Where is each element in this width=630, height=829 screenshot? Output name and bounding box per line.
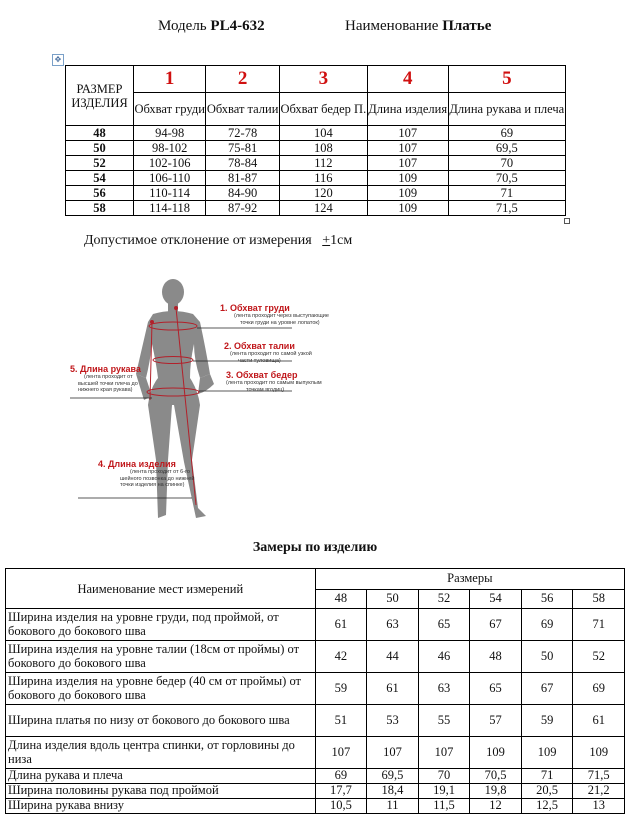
measure-value-cell: 109 bbox=[470, 737, 522, 769]
size-value-cell: 81-87 bbox=[206, 171, 280, 186]
measure-table-title: Замеры по изделию bbox=[252, 540, 378, 555]
col-name: Длина рукава и плеча bbox=[448, 93, 565, 126]
size-cell: 56 bbox=[66, 186, 134, 201]
measure-row bbox=[6, 705, 625, 737]
name-label: Наименование bbox=[345, 18, 439, 34]
measure-row bbox=[6, 769, 625, 784]
measure-value-cell: 19,1 bbox=[418, 784, 470, 799]
size-value-cell: 109 bbox=[367, 171, 448, 186]
label-hips-title: 3. Обхват бедер bbox=[226, 370, 298, 380]
size-value-cell: 69 bbox=[448, 126, 565, 141]
measure-name-cell: Ширина изделия на уровне талии (18см от проймы) от бокового до бокового шва bbox=[6, 641, 316, 673]
measure-value-cell: 12 bbox=[470, 799, 522, 814]
col-name: Обхват бедер П. bbox=[279, 93, 367, 126]
size-value-cell: 112 bbox=[279, 156, 367, 171]
label-sleeve bbox=[70, 364, 141, 394]
measure-value-cell: 44 bbox=[367, 641, 419, 673]
label-hips-note: точкам ягодиц) bbox=[246, 386, 285, 393]
size-cell: 58 bbox=[66, 201, 134, 216]
size-row bbox=[66, 156, 566, 171]
measure-value-cell: 69 bbox=[315, 769, 367, 784]
size-value-cell: 107 bbox=[367, 141, 448, 156]
label-length-note: (лента проходит от 6-го bbox=[130, 469, 190, 475]
model-value: PL4-632 bbox=[210, 18, 265, 34]
size-value-cell: 72-78 bbox=[206, 126, 280, 141]
col-number: 3 bbox=[279, 66, 367, 93]
size-cell: 52 bbox=[66, 156, 134, 171]
measure-value-cell: 70,5 bbox=[470, 769, 522, 784]
measure-value-cell: 69,5 bbox=[367, 769, 419, 784]
label-hips bbox=[226, 370, 322, 393]
measure-value-cell: 50 bbox=[521, 641, 573, 673]
size-value-cell: 107 bbox=[367, 156, 448, 171]
measure-value-cell: 20,5 bbox=[521, 784, 573, 799]
measure-value-cell: 42 bbox=[315, 641, 367, 673]
col-name: Обхват талии bbox=[206, 93, 280, 126]
col-number: 2 bbox=[206, 66, 280, 93]
measure-value-cell: 59 bbox=[521, 705, 573, 737]
measure-value-cell: 109 bbox=[521, 737, 573, 769]
label-sleeve-note: нижнего края рукава) bbox=[78, 387, 133, 393]
label-hips-note: (лента проходит по самым выпуклым bbox=[226, 380, 322, 386]
label-waist-note: части туловища) bbox=[238, 357, 281, 364]
size-row bbox=[66, 141, 566, 156]
table-resize-handle[interactable] bbox=[564, 218, 570, 224]
size-value-cell: 120 bbox=[279, 186, 367, 201]
size-value-cell: 108 bbox=[279, 141, 367, 156]
size-value-cell: 71,5 bbox=[448, 201, 565, 216]
size-column-header: 54 bbox=[470, 590, 522, 609]
label-waist-title: 2. Обхват талии bbox=[224, 341, 295, 351]
measure-value-cell: 21,2 bbox=[573, 784, 625, 799]
measure-row bbox=[6, 799, 625, 814]
label-length-note: точки изделия на спинке) bbox=[120, 482, 185, 488]
size-value-cell: 69,5 bbox=[448, 141, 565, 156]
label-bust bbox=[220, 303, 329, 326]
measure-value-cell: 17,7 bbox=[315, 784, 367, 799]
size-value-cell: 78-84 bbox=[206, 156, 280, 171]
measure-row bbox=[6, 737, 625, 769]
sizes-header-cell: Размеры bbox=[315, 569, 624, 590]
col-number: 1 bbox=[134, 66, 206, 93]
measure-value-cell: 11,5 bbox=[418, 799, 470, 814]
measure-value-cell: 55 bbox=[418, 705, 470, 737]
measure-name-cell: Длина изделия вдоль центра спинки, от горловины до низа bbox=[6, 737, 316, 769]
measure-value-cell: 71 bbox=[573, 609, 625, 641]
measure-value-cell: 61 bbox=[367, 673, 419, 705]
measure-value-cell: 59 bbox=[315, 673, 367, 705]
size-cell: 54 bbox=[66, 171, 134, 186]
size-value-cell: 87-92 bbox=[206, 201, 280, 216]
size-cell: 48 bbox=[66, 126, 134, 141]
measure-value-cell: 46 bbox=[418, 641, 470, 673]
model-line bbox=[158, 18, 265, 35]
measure-value-cell: 61 bbox=[573, 705, 625, 737]
measure-name-cell: Ширина платья по низу от бокового до бокового шва bbox=[6, 705, 316, 737]
size-cell: 50 bbox=[66, 141, 134, 156]
measure-row bbox=[6, 784, 625, 799]
size-value-cell: 116 bbox=[279, 171, 367, 186]
label-waist bbox=[224, 341, 312, 364]
size-row bbox=[66, 201, 566, 216]
size-column-header: 48 bbox=[315, 590, 367, 609]
measure-value-cell: 69 bbox=[573, 673, 625, 705]
size-value-cell: 109 bbox=[367, 201, 448, 216]
measure-value-cell: 11 bbox=[367, 799, 419, 814]
label-sleeve-title: 5. Длина рукава bbox=[70, 364, 141, 374]
measure-value-cell: 107 bbox=[367, 737, 419, 769]
size-value-cell: 70,5 bbox=[448, 171, 565, 186]
size-value-cell: 98-102 bbox=[134, 141, 206, 156]
measure-name-cell: Ширина рукава внизу bbox=[6, 799, 316, 814]
size-value-cell: 102-106 bbox=[134, 156, 206, 171]
size-value-cell: 70 bbox=[448, 156, 565, 171]
measure-row bbox=[6, 609, 625, 641]
tolerance-text: Допустимое отклонение от измерения bbox=[84, 233, 312, 248]
size-value-cell: 110-114 bbox=[134, 186, 206, 201]
measure-value-cell: 67 bbox=[521, 673, 573, 705]
name-header-cell: Наименование мест измерений bbox=[6, 569, 316, 609]
measure-value-cell: 61 bbox=[315, 609, 367, 641]
size-row bbox=[66, 186, 566, 201]
size-column-header: 58 bbox=[573, 590, 625, 609]
size-value-cell: 75-81 bbox=[206, 141, 280, 156]
size-value-cell: 107 bbox=[367, 126, 448, 141]
size-value-cell: 71 bbox=[448, 186, 565, 201]
measure-table bbox=[5, 568, 625, 814]
size-value-cell: 84-90 bbox=[206, 186, 280, 201]
size-header-cell: РАЗМЕР ИЗДЕЛИЯ bbox=[66, 66, 134, 126]
size-value-cell: 109 bbox=[367, 186, 448, 201]
size-column-header: 52 bbox=[418, 590, 470, 609]
size-value-cell: 104 bbox=[279, 126, 367, 141]
measure-value-cell: 65 bbox=[470, 673, 522, 705]
tolerance-line bbox=[84, 233, 352, 249]
col-name: Обхват груди bbox=[134, 93, 206, 126]
size-value-cell: 124 bbox=[279, 201, 367, 216]
measure-value-cell: 52 bbox=[573, 641, 625, 673]
measure-value-cell: 63 bbox=[418, 673, 470, 705]
col-number: 5 bbox=[448, 66, 565, 93]
measure-value-cell: 48 bbox=[470, 641, 522, 673]
size-row bbox=[66, 126, 566, 141]
label-sleeve-note: высшей точки плеча до bbox=[78, 380, 138, 387]
col-name: Длина изделия bbox=[367, 93, 448, 126]
measure-row bbox=[6, 641, 625, 673]
size-value-cell: 106-110 bbox=[134, 171, 206, 186]
measure-name-cell: Ширина половины рукава под проймой bbox=[6, 784, 316, 799]
measure-row bbox=[6, 673, 625, 705]
measure-value-cell: 19,8 bbox=[470, 784, 522, 799]
label-bust-title: 1. Обхват груди bbox=[220, 303, 290, 313]
measure-value-cell: 107 bbox=[418, 737, 470, 769]
measure-value-cell: 71 bbox=[521, 769, 573, 784]
size-row bbox=[66, 171, 566, 186]
label-bust-note: (лента проходит через выступающие bbox=[234, 313, 329, 319]
label-length-title: 4. Длина изделия bbox=[98, 459, 176, 469]
measure-value-cell: 107 bbox=[315, 737, 367, 769]
measure-name-cell: Ширина изделия на уровне груди, под проймой, от бокового до бокового шва bbox=[6, 609, 316, 641]
label-length-note: шейного позвонка до нижней bbox=[120, 475, 195, 482]
measure-name-cell: Ширина изделия на уровне бедер (40 см от проймы) от бокового до бокового шва bbox=[6, 673, 316, 705]
label-bust-note: точки груди на уровне лопаток) bbox=[240, 319, 320, 326]
measure-value-cell: 67 bbox=[470, 609, 522, 641]
tolerance-value: 1см bbox=[330, 233, 353, 248]
name-value: Платье bbox=[442, 18, 492, 34]
measure-value-cell: 65 bbox=[418, 609, 470, 641]
name-line bbox=[345, 18, 491, 35]
measure-value-cell: 13 bbox=[573, 799, 625, 814]
measure-value-cell: 109 bbox=[573, 737, 625, 769]
size-column-header: 50 bbox=[367, 590, 419, 609]
measure-value-cell: 18,4 bbox=[367, 784, 419, 799]
measure-value-cell: 51 bbox=[315, 705, 367, 737]
measure-value-cell: 63 bbox=[367, 609, 419, 641]
measure-value-cell: 12,5 bbox=[521, 799, 573, 814]
measure-value-cell: 70 bbox=[418, 769, 470, 784]
measure-name-cell: Длина рукава и плеча bbox=[6, 769, 316, 784]
size-value-cell: 114-118 bbox=[134, 201, 206, 216]
plus-minus-sign: + bbox=[322, 233, 331, 248]
table-move-handle-icon[interactable]: ✥ bbox=[52, 54, 64, 66]
measure-value-cell: 69 bbox=[521, 609, 573, 641]
size-column-header: 56 bbox=[521, 590, 573, 609]
label-waist-note: (лента проходит по самой узкой bbox=[230, 351, 312, 357]
col-number: 4 bbox=[367, 66, 448, 93]
label-sleeve-note: (лента проходит от bbox=[84, 374, 133, 380]
size-table bbox=[65, 65, 566, 216]
measure-value-cell: 71,5 bbox=[573, 769, 625, 784]
measure-value-cell: 10,5 bbox=[315, 799, 367, 814]
size-value-cell: 94-98 bbox=[134, 126, 206, 141]
model-label: Модель bbox=[158, 18, 207, 34]
label-length bbox=[98, 459, 194, 489]
measure-value-cell: 53 bbox=[367, 705, 419, 737]
measure-value-cell: 57 bbox=[470, 705, 522, 737]
